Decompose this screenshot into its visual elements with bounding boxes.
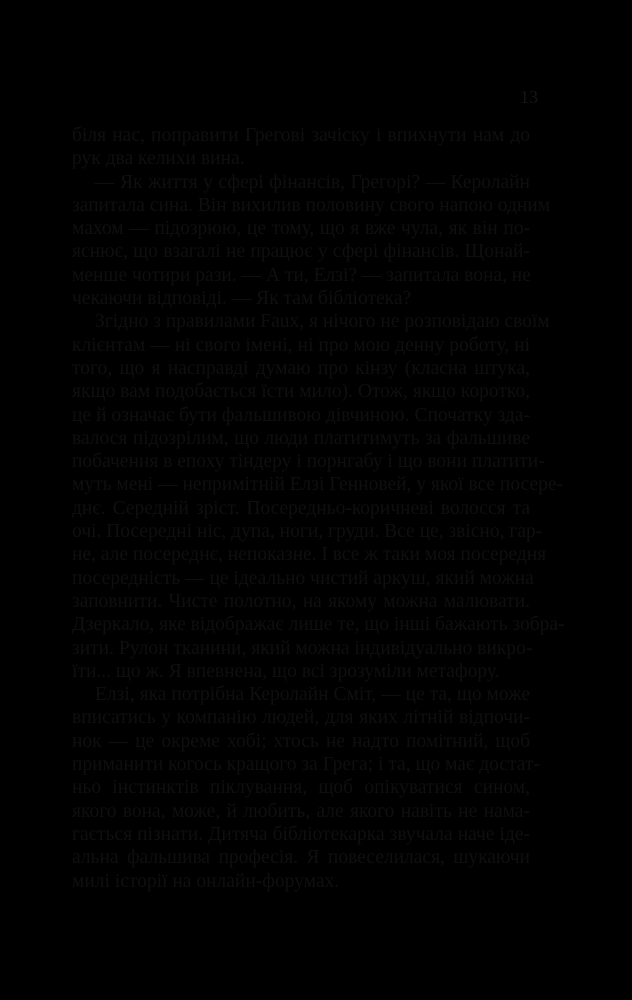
text-line: менше чотири рази. — А ти, Елзі? — запитала вона, не: [72, 264, 531, 286]
text-line: запитала сина. Він вихилив половину свого напою одним: [72, 194, 551, 216]
text-line: днє. Середній зріст. Посередньо-коричневі волосся та: [72, 497, 530, 519]
text-line: клієнтам — ні свого імені, ні про мою денну роботу, ні: [72, 334, 530, 356]
text-line: їти... що ж. Я впевнена, що всі зрозуміли метафору.: [72, 660, 500, 682]
text-line: нок — це окреме хобі; хтось не надто помітний, щоб: [72, 730, 530, 752]
text-line: милі історії на онлайн-форумах.: [72, 870, 340, 892]
text-line: муть мені — непримітній Елзі Генновей, у якої все посере-: [72, 474, 564, 496]
text-line: Елзі, яка потрібна Керолайн Сміт, — це та, що може: [95, 684, 530, 706]
text-line: приманити когось кращого за Грега; і та, що має достат-: [72, 754, 540, 776]
page-number: 13: [520, 87, 538, 107]
book-page-text: [72, 124, 565, 893]
text-line: яснює, що взагалі не працює у сфері фінансів. Щонай-: [72, 241, 530, 263]
text-line: не, але посереднє, непоказне. І все ж таки моя посередня: [72, 544, 547, 566]
text-line: махом — підозрюю, це тому, що я вже чула, як він по-: [72, 218, 530, 240]
text-line: — Як життя у сфері фінансів, Грегорі? — Керолайн: [95, 171, 530, 193]
text-line: побачення в епоху тіндеру і порнгабу і що вони платити-: [72, 451, 545, 473]
text-line: зити. Рулон тканини, який можна індивідуально викро-: [72, 637, 533, 659]
text-line: валося підозрілим, що люди платитимуть за фальшиве: [72, 427, 530, 449]
text-line: чекаючи відповіді. — Як там бібліотека?: [72, 288, 412, 310]
text-line: Дзеркало, яке відображає лише те, що інші бажають зобра-: [72, 614, 565, 636]
text-line: ньо інстинктів піклування, щоб опікуватися сином,: [72, 777, 530, 799]
text-line: посередність — це ідеально чистий аркуш, який можна: [72, 567, 534, 589]
text-line: якщо вам подобається їсти мило). Отож, якщо коротко,: [72, 381, 530, 403]
text-line: біля нас, поправити Грегові зачіску і впихнути нам до: [72, 125, 530, 146]
text-line: гається пізнати. Дитяча бібліотекарка звучала наче іде-: [72, 823, 530, 845]
text-line: це й означає бути фальшивою дівчиною. Спочатку зда-: [72, 404, 530, 426]
text-line: вписатись у компанію людей, для яких літній відпочи-: [72, 707, 530, 729]
text-line: Згідно з правилами Faux, я нічого не розповідаю своїм: [95, 311, 550, 333]
text-line: альна фальшива професія. Я повеселилася, шукаючи: [72, 847, 530, 869]
text-line: якого вона, може, й любить, але якого навіть не нама-: [72, 800, 530, 822]
text-line: того, що я насправді думаю про кінзу (класна штука,: [72, 357, 530, 379]
text-line: очі. Посередні ніс, дупа, ноги, груди. Все це, звісно, гар-: [72, 521, 543, 543]
text-line: рук два келихи вина.: [72, 148, 245, 170]
text-line: заповнити. Чисте полотно, на якому можна малювати.: [72, 590, 530, 612]
